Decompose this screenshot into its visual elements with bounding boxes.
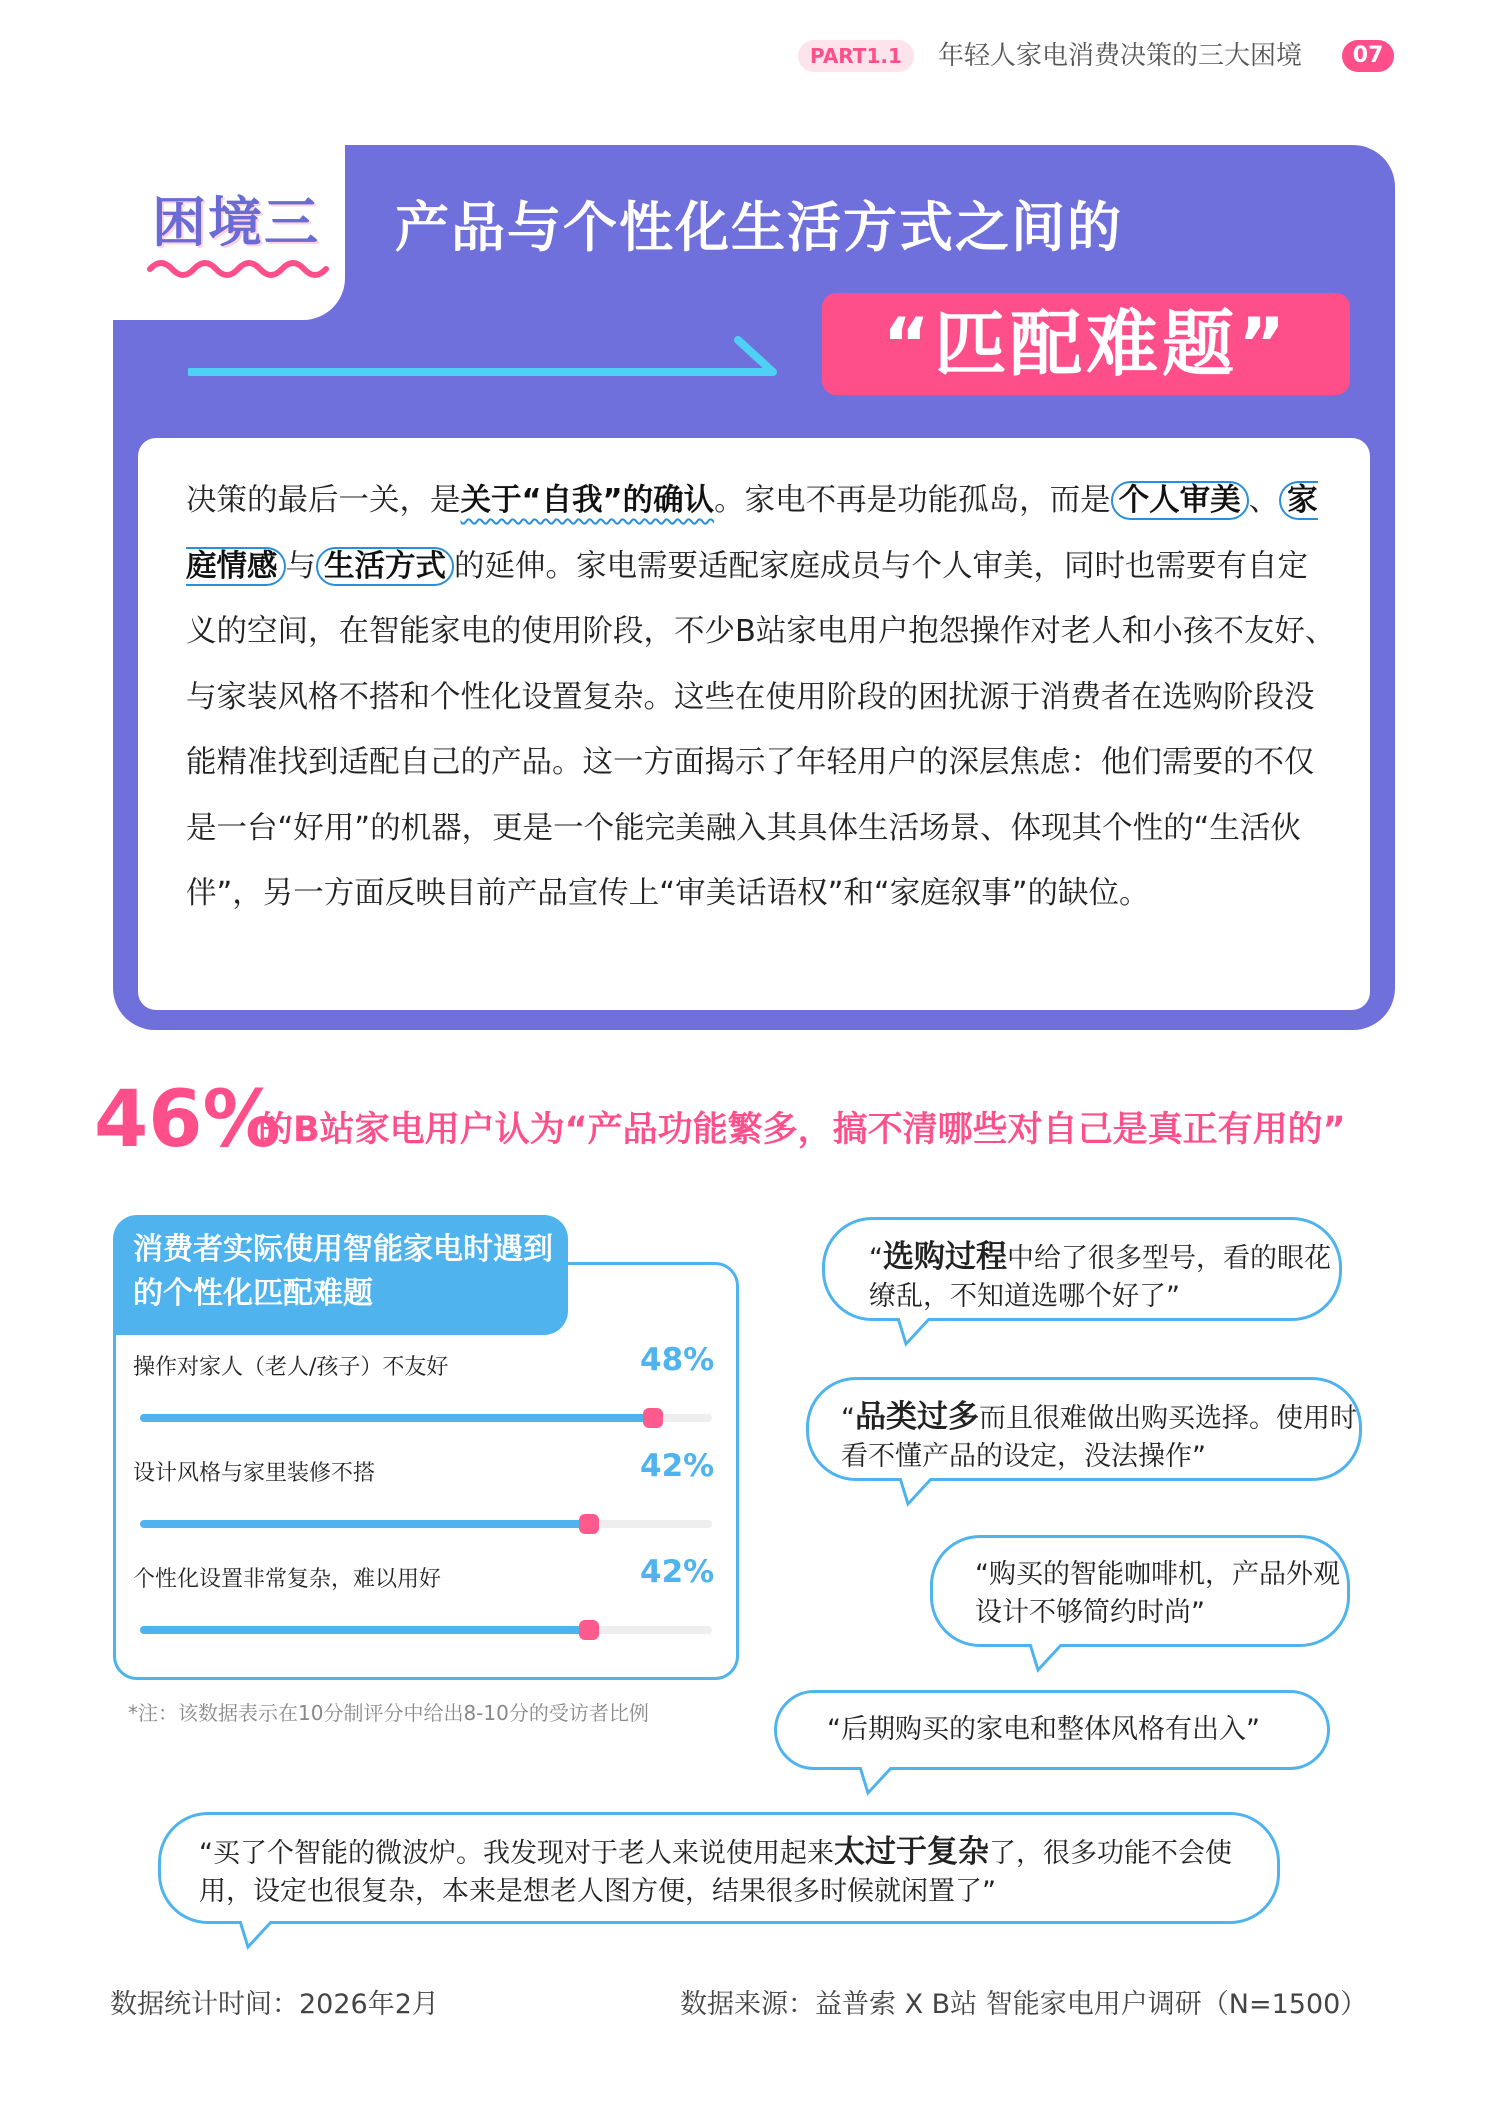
header-title: 年轻人家电消费决策的三大困境	[938, 41, 1303, 71]
page-number: 07	[1342, 40, 1394, 72]
quote-bubble-5: “买了个智能的微波炉。我发现对于老人来说使用起来太过于复杂了，很多功能不会使用，设定也很复杂，本来是想老人图方便，结果很多时候就闲置了”	[158, 1812, 1280, 1924]
chart-note: *注：该数据表示在10分制评分中给出8-10分的受访者比例	[128, 1701, 649, 1725]
bar-knob-3	[579, 1620, 599, 1640]
emphasis-self: 关于“自我”的确认	[460, 483, 715, 518]
chart-title: 消费者实际使用智能家电时遇到的个性化匹配难题	[133, 1232, 553, 1311]
emphasis-family: 家庭情感	[186, 483, 1318, 584]
quote-bubble-4: “后期购买的家电和整体风格有出入”	[774, 1690, 1330, 1770]
bar-label-2: 设计风格与家里装修不搭	[133, 1461, 376, 1486]
bubble-tail-4	[858, 1767, 898, 1797]
stat-number: 46%	[94, 1075, 281, 1165]
bubble-tail-2	[898, 1478, 938, 1508]
stat-text: 的B站家电用户认为“产品功能繁多，搞不清哪些对自己是真正有用的”	[258, 1110, 1346, 1150]
bar-value-2: 42%	[640, 1448, 715, 1484]
quote-bubble-2: “品类过多而且很难做出购买选择。使用时看不懂产品的设定，没法操作”	[806, 1377, 1362, 1481]
section-title: 产品与个性化生活方式之间的	[395, 196, 1123, 259]
bar-value-1: 48%	[640, 1342, 715, 1378]
quote-bubble-3: “购买的智能咖啡机，产品外观设计不够简约时尚”	[930, 1535, 1350, 1647]
bubble-tail-1	[896, 1318, 936, 1348]
bubble-tail-5	[238, 1921, 278, 1951]
bar-knob-1	[643, 1408, 663, 1428]
bar-fill-1	[140, 1414, 653, 1422]
bubble-tail-3	[1028, 1644, 1068, 1674]
bar-label-3: 个性化设置非常复杂，难以用好	[133, 1567, 442, 1592]
bar-fill-3	[140, 1626, 589, 1634]
body-paragraph: 决策的最后一关，是关于“自我”的确认。家电不再是功能孤岛，而是 个人审美 、 家庭情感 与 生活方式 的延伸。家电需要适配家庭成员与个人审美，同时也需要有自定义的空间，在智能家电的使用阶段，不少B站家电用户抱怨操作对老人和小孩不友好、与家装风格不搭和个性化设置复杂。这些在使用阶段的困扰源于消费者在选购阶段没能精准找到适配自己的产品。这一方面揭示了年轻用户的深层焦虑：他们需要的不仅是一台“好用”的机器，更是一个能完美融入其具体生活场景、体现其个性的“生活伙伴”，另一方面反映目前产品宣传上“审美话语权”和“家庭叙事”的缺位。	[186, 483, 1336, 911]
wave-decoration-icon	[146, 254, 332, 284]
bar-label-1: 操作对家人（老人/孩子）不友好	[133, 1355, 449, 1380]
arrow-right-icon	[188, 332, 788, 376]
part-badge: PART1.1	[798, 40, 914, 72]
bar-fill-2	[140, 1520, 589, 1528]
footer-source: 数据来源：益普索 X B站 智能家电用户调研（N=1500）	[680, 1989, 1368, 2020]
emphasis-aesthetic: 个人审美	[1111, 481, 1249, 520]
quote-bubble-1: “选购过程中给了很多型号，看的眼花缭乱，不知道选哪个好了”	[822, 1217, 1342, 1321]
footer-date: 数据统计时间：2026年2月	[110, 1989, 439, 2020]
bar-value-3: 42%	[640, 1554, 715, 1590]
emphasis-lifestyle: 生活方式	[316, 547, 454, 586]
bar-knob-2	[579, 1514, 599, 1534]
section-label: 困境三	[152, 191, 320, 254]
section-highlight: “匹配难题”	[822, 293, 1350, 395]
